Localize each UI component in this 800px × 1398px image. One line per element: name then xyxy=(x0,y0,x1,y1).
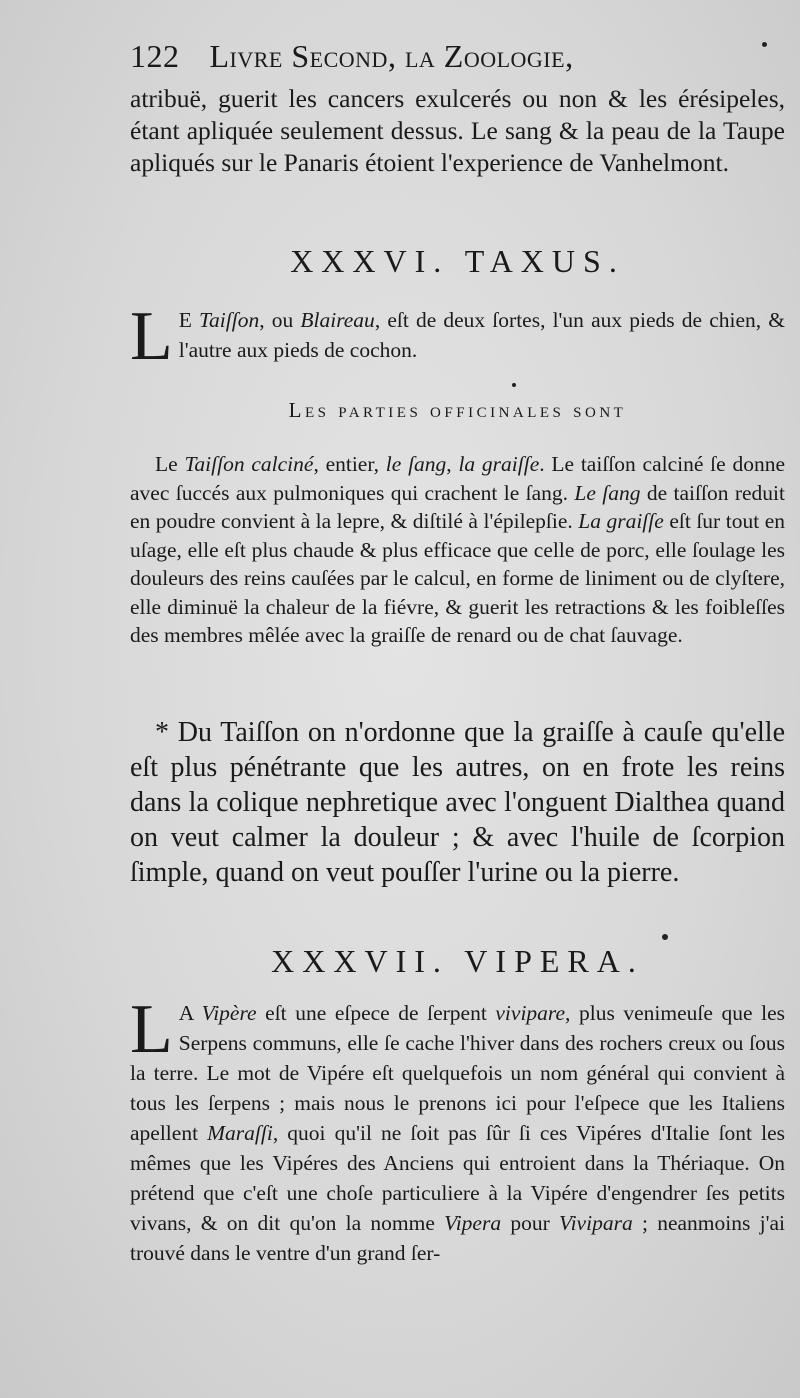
para-italic: Vivipara xyxy=(559,1211,633,1235)
para-text: A xyxy=(178,1001,202,1025)
para-text: ; neanmoins j'ai trouvé dans le ventre d'un grand ſer- xyxy=(130,1211,785,1265)
drop-cap: L xyxy=(130,991,173,1068)
para-italic: Taiſſon calciné xyxy=(184,452,314,476)
para-text: , plus venimeuſe que les Serpens communs, elle ſe cache l'hiver dans des rochers creux ou ſous la terre. Le mot de Vipére eſt quelquefois un nom général qui convient à tous les ſerpens ; mais nous le prenons ici pour l'eſpece que les Italiens apellent xyxy=(130,1001,785,1145)
running-title: Livre Second, la Zoologie, xyxy=(209,38,574,74)
taxus-intro xyxy=(130,298,785,375)
para-text: Le xyxy=(155,452,185,476)
para-text: , quoi qu'il ne ſoit pas ſûr ſi ces Vipéres d'Italie ſont les mêmes que les Vipéres des Anciens qui entroient dans la Thériaque. On prétend que c'eſt une choſe particuliere à la Vipére d'engendrer ſes petits vivans, & on dit qu'on la nomme xyxy=(130,1121,785,1235)
para-text: de taiſſon reduit en poudre convient à la lepre, & diſtilé à l'épilepſie. xyxy=(130,480,785,533)
para-text: eſt une eſpece de ſerpent xyxy=(256,1001,496,1025)
para-text: eſt ſur tout en uſage, elle eſt plus chaude & plus efficace que celle de porc, elle ſoulage les douleurs des reins cauſées par le calcul, en forme de liniment ou de clyſtere, elle diminuë la chaleur de la fiévre, & guerit les retractions & les foibleſſes des membres mêlée avec la graiſſe de renard ou de chat ſauvage. xyxy=(130,509,785,647)
section-heading-vipera: XXXVII. VIPERA. xyxy=(271,943,644,979)
para-italic: vivipare xyxy=(495,1001,566,1025)
para-italic: Vipère xyxy=(201,1001,257,1025)
para-italic: Vipera xyxy=(444,1211,502,1235)
intro-italic: Blaireau xyxy=(300,308,375,332)
para-italic: Maraſſi xyxy=(207,1121,273,1145)
intro-text: E xyxy=(178,308,200,332)
running-header xyxy=(130,38,785,75)
para-italic: Le ſang xyxy=(574,480,641,505)
ink-speck xyxy=(662,934,668,940)
para-text: pour xyxy=(501,1211,560,1235)
note-paragraph: * Du Taiſſon on n'ordonne que la graiſſe à cauſe qu'elle eſt plus pénétrante que les autres, on en frote les reins dans la colique nephretique avec l'onguent Dialthea quand on veut calmer la douleur ; & avec l'huile de ſcorpion ſimple, quand on veut pouſſer l'urine ou la pierre. xyxy=(130,717,785,888)
drop-cap: L xyxy=(130,298,173,375)
section-heading-taxus: XXXVI. TAXUS. xyxy=(290,243,625,279)
intro-text: , eſt de deux ſortes, l'un aux pieds de chien, & l'autre aux pieds de cochon. xyxy=(178,308,785,362)
intro-text: , ou xyxy=(259,308,301,332)
officinal-subheading: Les parties officinales sont xyxy=(288,398,627,422)
vipera-paragraph xyxy=(130,991,785,1268)
para-italic: la graiſſe xyxy=(458,452,540,476)
para-italic: La graiſſe xyxy=(578,509,664,533)
paragraph-continuation: atribuë, guerit les cancers exulcerés ou non & les érésipeles, étant apliquée seulement dessus. Le sang & la peau de la Taupe apliqués sur le Panaris étoient l'experience de Vanhelmont. xyxy=(130,84,785,177)
ink-speck xyxy=(512,383,516,387)
para-text: . Le taiſſon calciné ſe donne avec ſuccés aux pulmoniques qui crachent le ſang. xyxy=(130,452,785,505)
para-text: , xyxy=(446,452,459,476)
officinal-paragraph xyxy=(130,450,785,650)
ink-speck xyxy=(762,42,767,47)
page-number: 122 xyxy=(130,38,180,74)
para-italic: le ſang xyxy=(385,452,447,476)
intro-italic: Taiſſon xyxy=(199,308,260,332)
para-text: , entier, xyxy=(313,452,386,476)
